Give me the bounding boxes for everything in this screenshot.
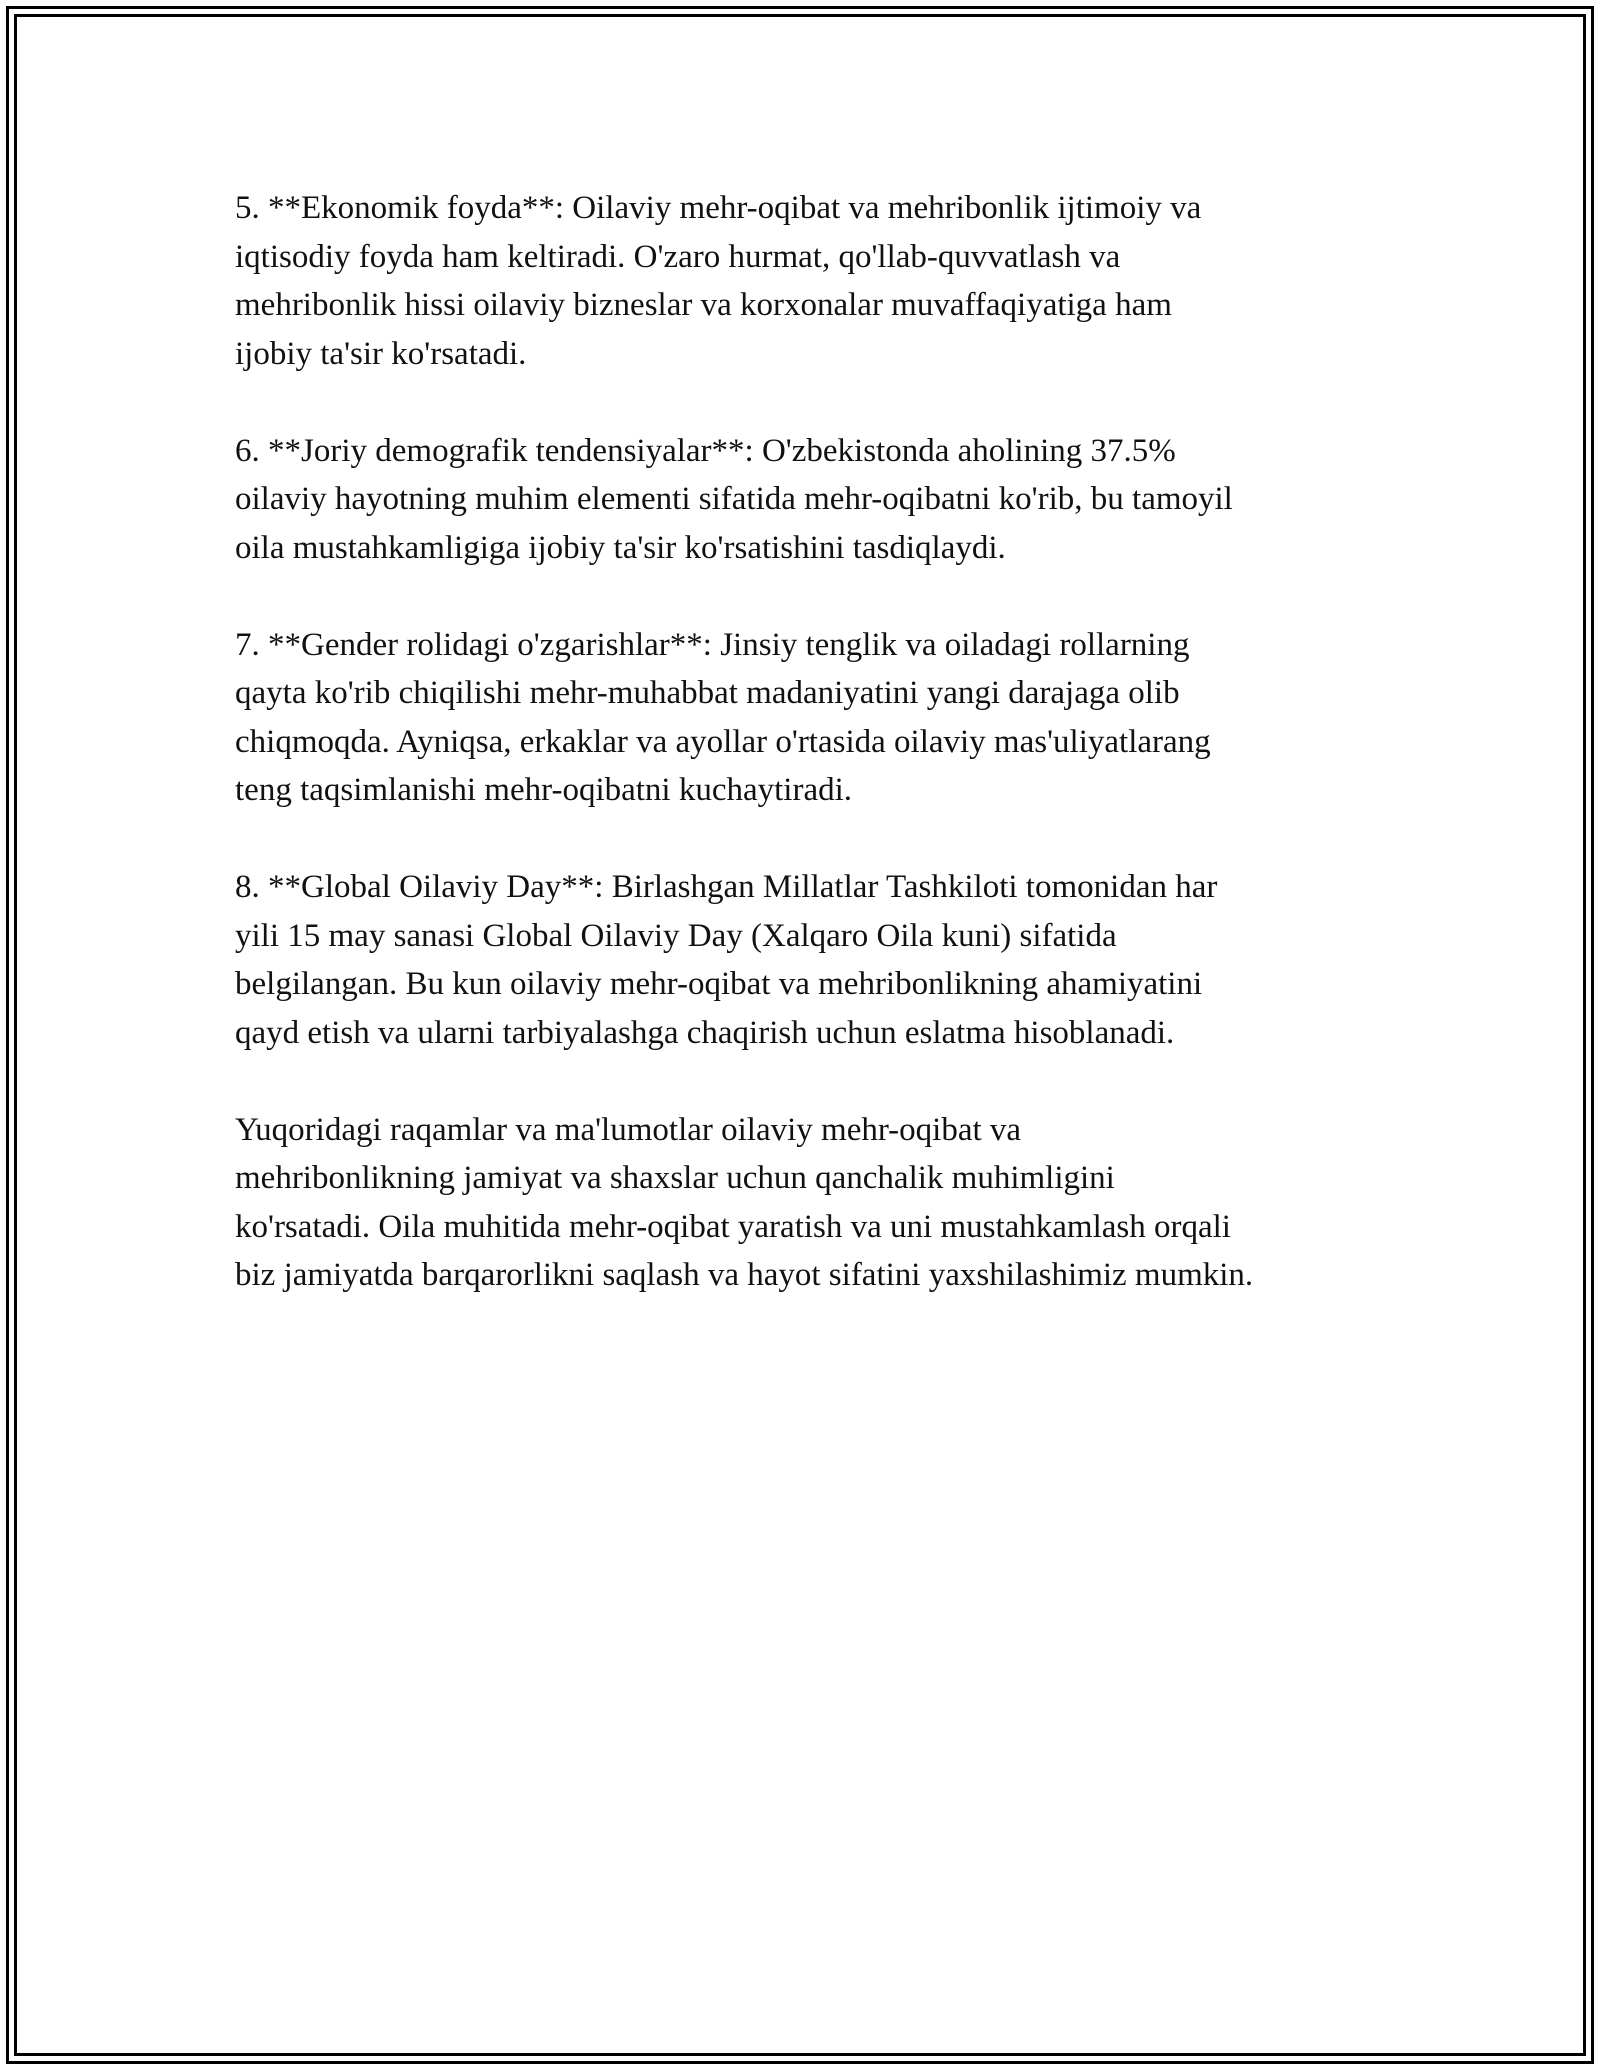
text-line: 5. **Ekonomik foyda**: Oilaviy mehr-oqibat va mehribonlik ijtimoiy va [235,190,1202,226]
text-line: oila mustahkamligiga ijobiy ta'sir ko'rsatishini tasdiqlaydi. [235,529,1006,566]
text-line: mehribonlik hissi oilaviy bizneslar va korxonalar muvaffaqiyatiga ham [235,287,1172,323]
paragraph-conclusion [235,1106,1395,1300]
text-line: 7. **Gender rolidagi o'zgarishlar**: Jinsiy tenglik va oiladagi rollarning [235,626,1190,663]
text-line: ko'rsatadi. Oila muhitida mehr-oqibat yaratish va uni mustahkamlash orqali [235,1208,1231,1245]
text-line: ijobiy ta'sir ko'rsatadi. [235,335,527,372]
paragraph-gender-roles [235,621,1395,815]
text-line: biz jamiyatda barqarorlikni saqlash va hayot sifatini yaxshilashimiz mumkin. [235,1257,1254,1293]
paragraph-demographic-trends [235,427,1395,573]
text-line: chiqmoqda. Ayniqsa, erkaklar va ayollar o'rtasida oilaviy mas'uliyatlarang [235,723,1211,760]
text-line: qayd etish va ularni tarbiyalashga chaqirish uchun eslatma hisoblanadi. [235,1014,1175,1051]
text-line: 6. **Joriy demografik tendensiyalar**: O'zbekistonda aholining 37.5% [235,432,1176,469]
text-line: mehribonlikning jamiyat va shaxslar uchun qanchalik muhimligini [235,1160,1115,1196]
paragraph-economic-benefit [235,184,1395,378]
text-line: yili 15 may sanasi Global Oilaviy Day (Xalqaro Oila kuni) sifatida [235,917,1117,954]
text-line: qayta ko'rib chiqilishi mehr-muhabbat madaniyatini yangi darajaga olib [235,675,1180,711]
text-line: 8. **Global Oilaviy Day**: Birlashgan Millatlar Tashkiloti tomonidan har [235,869,1218,905]
paragraph-global-family-day [235,863,1395,1057]
text-line: oilaviy hayotning muhim elementi sifatida mehr-oqibatni ko'rib, bu tamoyil [235,481,1233,517]
text-line: belgilangan. Bu kun oilaviy mehr-oqibat va mehribonlikning ahamiyatini [235,966,1203,1002]
document-body [235,184,1395,1348]
text-line: Yuqoridagi raqamlar va ma'lumotlar oilaviy mehr-oqibat va [235,1111,1022,1148]
text-line: teng taqsimlanishi mehr-oqibatni kuchaytiradi. [235,772,853,808]
text-line: iqtisodiy foyda ham keltiradi. O'zaro hurmat, qo'llab-quvvatlash va [235,238,1121,275]
